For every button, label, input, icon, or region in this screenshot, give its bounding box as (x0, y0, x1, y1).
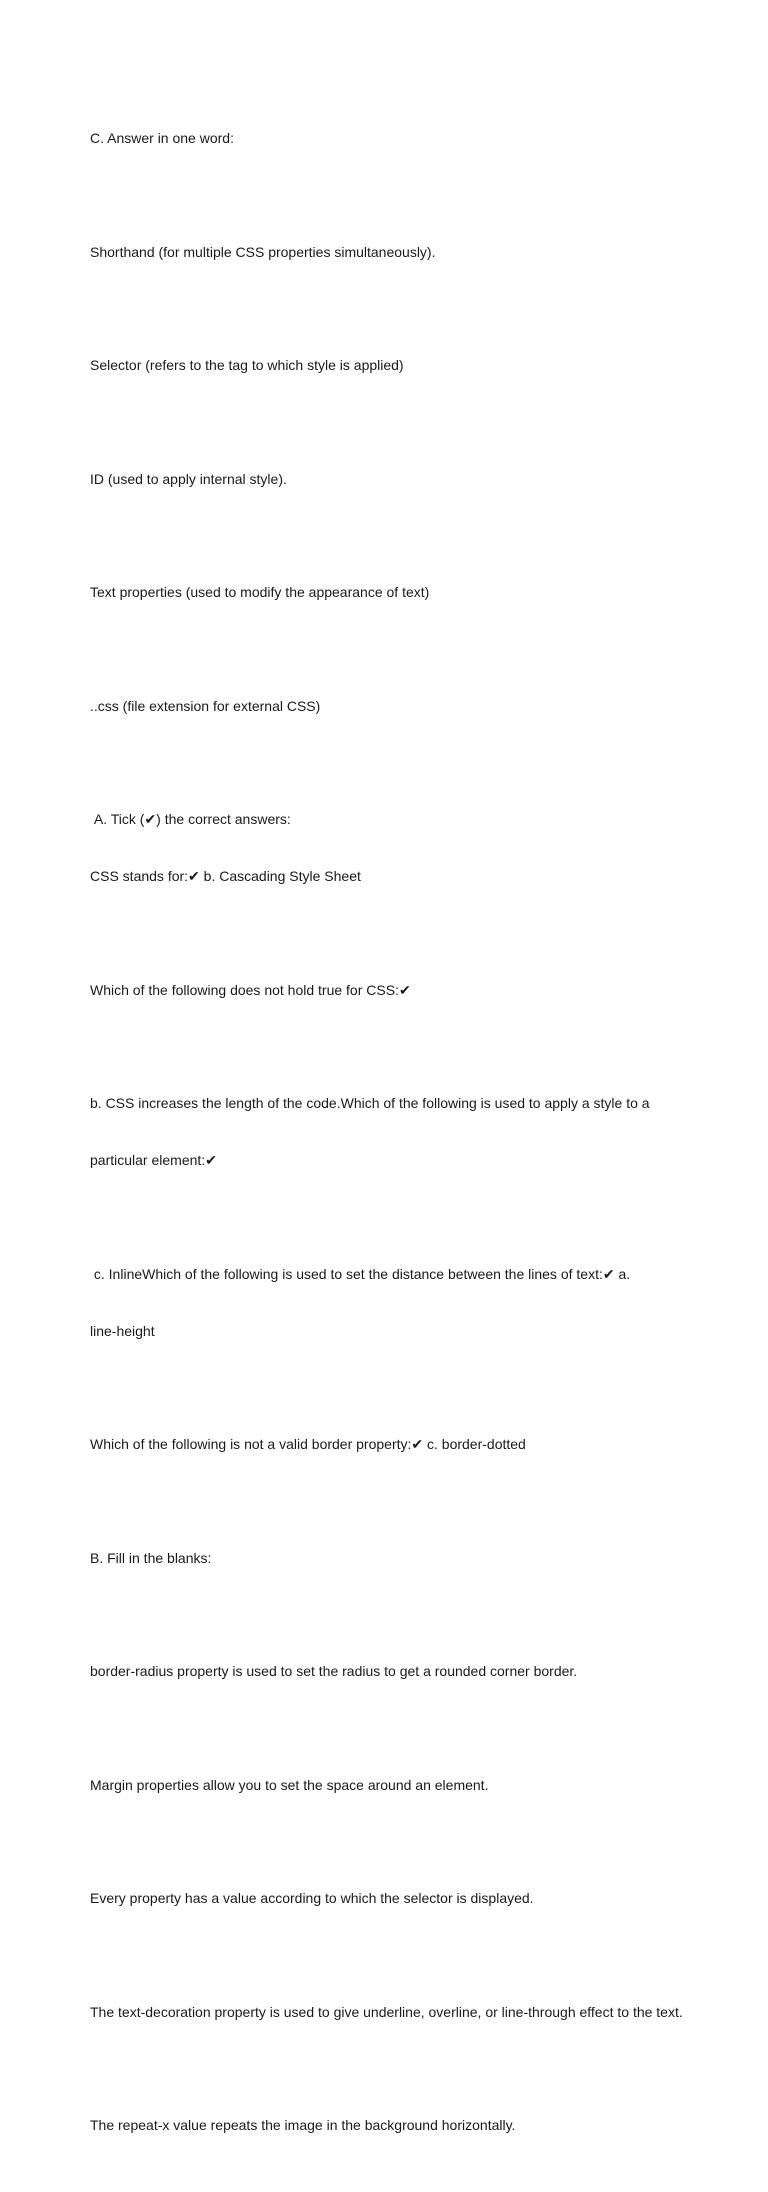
section-heading-answer-one-word (90, 91, 690, 186)
fill-blank-item (90, 1624, 690, 1719)
text-line: Which of the following is not a valid border property:✔ c. border-dotted (90, 1436, 526, 1452)
mcq-item (90, 1056, 690, 1208)
mcq-item (90, 943, 690, 1038)
text-line: A. Tick (✔) the correct answers: (90, 811, 291, 827)
text-line: c. InlineWhich of the following is used to set the distance between the lines of text:✔ a. (90, 1265, 631, 1282)
text-line: C. Answer in one word: (90, 130, 234, 146)
text-line: particular element:✔ (90, 1152, 217, 1168)
text-line: b. CSS increases the length of the code.Which of the following is used to apply a style to a (90, 1095, 650, 1111)
text-line: Margin properties allow you to set the space around an element. (90, 1776, 489, 1793)
answer-item (90, 432, 690, 527)
text-line: The text-decoration property is used to give underline, overline, or line-through effect to the text. (90, 2003, 683, 2020)
fill-blank-item (90, 2078, 690, 2173)
text-line: ..css (file extension for external CSS) (90, 697, 321, 714)
answer-item (90, 205, 690, 300)
text-line: Every property has a value according to which the selector is displayed. (90, 1890, 534, 1906)
mcq-item (90, 1227, 690, 1379)
text-line: The repeat-x value repeats the image in the background horizontally. (90, 2117, 516, 2133)
fill-blank-item (90, 1738, 690, 1833)
answer-item (90, 318, 690, 413)
text-line: border-radius property is used to set the radius to get a rounded corner border. (90, 1663, 578, 1679)
answer-item (90, 659, 690, 754)
text-line: Selector (refers to the tag to which style is applied) (90, 357, 404, 373)
section-heading-tick-answers (90, 772, 690, 924)
text-line: CSS stands for:✔ b. Cascading Style Sheet (90, 868, 361, 884)
text-line: ID (used to apply internal style). (90, 470, 287, 487)
text-line: B. Fill in the blanks: (90, 1549, 212, 1566)
text-line: Which of the following does not hold true for CSS:✔ (90, 981, 411, 998)
document-body (90, 91, 690, 2192)
text-line: Shorthand (for multiple CSS properties simultaneously). (90, 243, 436, 260)
answer-item (90, 545, 690, 640)
fill-blank-item (90, 1851, 690, 1946)
mcq-item (90, 1397, 690, 1492)
section-heading-fill-blanks (90, 1511, 690, 1606)
text-line: Text properties (used to modify the appearance of text) (90, 584, 430, 600)
text-line: line-height (90, 1322, 155, 1339)
fill-blank-item (90, 1965, 690, 2060)
